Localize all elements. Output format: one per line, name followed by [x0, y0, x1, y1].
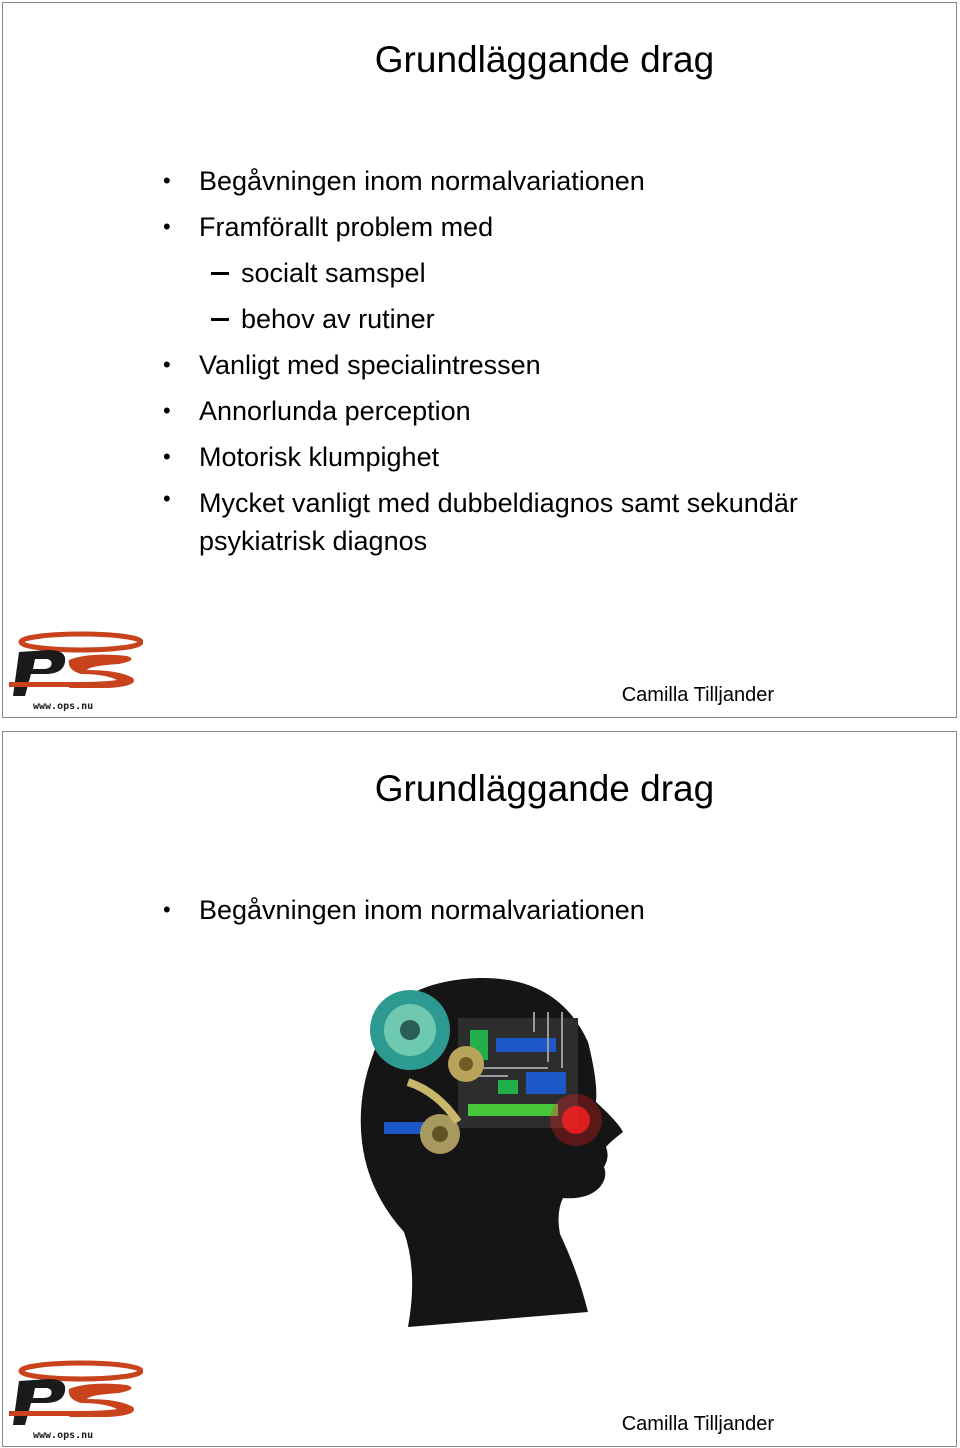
- logo-caption: www.ops.nu: [33, 1430, 94, 1441]
- logo-caption: www.ops.nu: [33, 701, 94, 712]
- bullet-list: [163, 158, 923, 560]
- bullet-item: • Motorisk klumpighet: [163, 434, 923, 480]
- sub-bullet-item: socialt samspel: [163, 250, 923, 296]
- bullet-item: • Mycket vanligt med dubbeldiagnos samt sekundär psykiatrisk diagnos: [163, 480, 923, 560]
- bullet-list: [163, 887, 923, 933]
- slide-title: Grundläggande drag: [374, 39, 715, 80]
- author-name: Camilla Tilljander: [621, 684, 774, 706]
- sub-bullet-item: behov av rutiner: [163, 296, 923, 342]
- bullet-item: • Vanligt med specialintressen: [163, 342, 923, 388]
- bullet-item: • Framförallt problem med: [163, 204, 923, 250]
- bullet-item: • Annorlunda perception: [163, 388, 923, 434]
- author-name: Camilla Tilljander: [621, 1413, 774, 1435]
- ops-logo: [9, 630, 143, 712]
- slide-1: [2, 2, 957, 718]
- slide-title: Grundläggande drag: [374, 768, 715, 809]
- slide-2: [2, 731, 957, 1447]
- bullet-item: • Begåvningen inom normalvariationen: [163, 158, 923, 204]
- mechanical-head-illustration: [348, 972, 638, 1332]
- ops-logo: [9, 1359, 143, 1441]
- bullet-item: • Begåvningen inom normalvariationen: [163, 887, 923, 933]
